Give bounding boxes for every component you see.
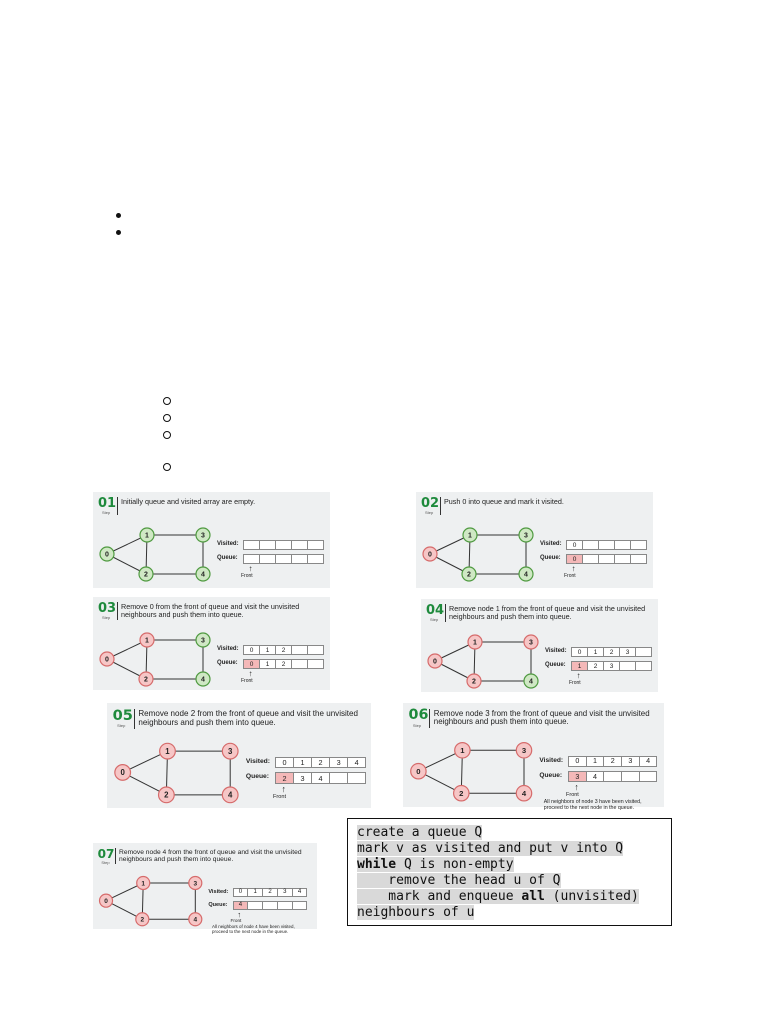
graph-node-4 <box>519 567 533 581</box>
visited-array <box>568 756 656 767</box>
visited-label: Visited: <box>217 541 239 547</box>
visited-cell <box>259 540 276 550</box>
graph-node-2 <box>462 567 476 581</box>
queue-cell: 2 <box>587 661 604 671</box>
graph-node-0 <box>100 894 113 907</box>
graph-node-3 <box>222 743 238 759</box>
front-arrow: ↑ <box>248 669 253 678</box>
code-keyword-all: all <box>521 889 545 904</box>
step-label: Step <box>430 617 439 622</box>
queue-array <box>275 772 365 783</box>
step-label: Step <box>412 722 422 728</box>
step-note: All neighbors of node 4 have been visited, proceed to the next node in the queue. <box>212 923 295 935</box>
graph-node-label: 3 <box>524 532 528 540</box>
graph-node-2 <box>159 787 175 803</box>
step-note: All neighbors of node 3 have been visited, proceed to the next node in the queue. <box>543 798 642 812</box>
visited-cell: 1 <box>247 888 263 897</box>
step-number: 05 <box>112 707 133 725</box>
visited-label: Visited: <box>217 646 239 652</box>
graph-node-label: 4 <box>529 678 533 686</box>
graph-node-label: 2 <box>459 788 464 798</box>
step-label: Step <box>425 510 434 515</box>
visited-array <box>571 647 651 657</box>
graph-node-1 <box>140 633 154 647</box>
step-number: 06 <box>408 707 429 724</box>
front-label: Front <box>566 792 579 799</box>
graph-node-3 <box>519 528 533 542</box>
graph-node-label: 3 <box>521 746 527 756</box>
graph-node-label: 4 <box>193 916 198 924</box>
graph-node-label: 1 <box>165 746 170 756</box>
step-description: Push 0 into queue and mark it visited. <box>444 497 564 506</box>
visited-label: Visited: <box>540 541 562 547</box>
visited-cell: 3 <box>621 756 640 767</box>
step-number: 02 <box>421 496 440 511</box>
graph-node-4 <box>196 567 210 581</box>
visited-label: Visited: <box>545 648 567 654</box>
queue-cell <box>619 661 636 671</box>
step-description: Remove node 4 from the front of queue and visit the unvisited neighbours and push them into queue. <box>119 848 302 863</box>
graph-node-3 <box>189 876 202 889</box>
queue-cell: 1 <box>571 661 588 671</box>
graph-node-label: 1 <box>460 746 465 756</box>
code-line-6: neighbours of u <box>357 905 475 920</box>
code-line-5 <box>357 889 639 904</box>
visited-cell: 2 <box>275 645 292 655</box>
queue-cell <box>635 661 652 671</box>
queue-label: Queue: <box>217 555 238 561</box>
visited-cell: 3 <box>277 888 293 897</box>
visited-cell: 2 <box>603 647 620 657</box>
graph-node-1 <box>455 743 470 758</box>
step-panel-03 <box>93 597 330 690</box>
graph-node-2 <box>139 567 153 581</box>
code-line-5-a: mark and enqueue <box>357 889 522 904</box>
visited-label: Visited: <box>208 888 229 895</box>
visited-cell <box>598 540 615 550</box>
graph-node-label: 2 <box>144 676 148 684</box>
front-label: Front <box>564 573 576 579</box>
step-description: Remove 0 from the front of queue and visit the unvisited neighbours and push them into queue. <box>121 602 300 619</box>
graph-node-label: 2 <box>467 571 471 579</box>
visited-label: Visited: <box>539 756 564 764</box>
graph-node-label: 1 <box>141 880 146 888</box>
visited-cell: 1 <box>259 645 276 655</box>
front-arrow: ↑ <box>237 909 242 919</box>
visited-cell <box>614 540 631 550</box>
code-line-2: mark v as visited and put v into Q <box>357 841 624 856</box>
graph-node-1 <box>463 528 477 542</box>
queue-cell <box>598 554 615 564</box>
queue-cell <box>262 901 278 910</box>
queue-cell: 3 <box>293 772 312 783</box>
code-line-3 <box>357 857 514 872</box>
queue-cell: 2 <box>275 659 292 669</box>
bullet-2 <box>116 230 121 235</box>
visited-cell: 0 <box>571 647 588 657</box>
queue-array <box>571 661 651 671</box>
graph-node-2 <box>139 672 153 686</box>
queue-label: Queue: <box>539 772 563 780</box>
visited-cell: 0 <box>233 888 249 897</box>
graph-node-label: 1 <box>473 639 477 647</box>
visited-cell <box>307 540 324 550</box>
queue-cell <box>291 659 308 669</box>
visited-cell: 0 <box>568 756 587 767</box>
step-description: Remove node 2 from the front of queue and visit the unvisited neighbours and push them into queue. <box>138 708 358 727</box>
graph-node-4 <box>516 786 531 801</box>
graph-node-label: 1 <box>468 532 472 540</box>
visited-cell: 0 <box>566 540 583 550</box>
graph-node-label: 4 <box>524 571 528 579</box>
graph-node-label: 0 <box>104 897 108 905</box>
graph-node-1 <box>137 876 150 889</box>
step-panel-07 <box>93 843 317 935</box>
visited-cell <box>630 540 647 550</box>
step-label: Step <box>102 615 111 620</box>
queue-cell <box>630 554 647 564</box>
queue-array <box>566 554 646 564</box>
graph-node-label: 4 <box>228 790 233 800</box>
visited-cell <box>243 540 260 550</box>
graph-node-3 <box>196 633 210 647</box>
queue-cell <box>277 901 293 910</box>
visited-cell <box>635 647 652 657</box>
step-description: Remove node 3 from the front of queue and visit the unvisited neighbours and push them into queue. <box>433 708 650 727</box>
graph-node-0 <box>428 654 442 668</box>
queue-cell: 3 <box>568 771 587 782</box>
graph-node-0 <box>411 764 426 779</box>
graph-node-label: 3 <box>201 637 205 645</box>
queue-array <box>568 771 656 782</box>
queue-cell: 4 <box>233 901 249 910</box>
visited-cell: 4 <box>639 756 658 767</box>
sub-bullet-1 <box>163 397 171 405</box>
code-keyword-while: while <box>357 857 397 872</box>
graph-node-1 <box>160 743 176 759</box>
sub-bullet-2 <box>163 414 171 422</box>
graph-node-label: 1 <box>145 532 149 540</box>
graph-node-label: 3 <box>201 532 205 540</box>
graph-node-label: 0 <box>428 551 432 559</box>
graph-node-label: 2 <box>472 678 476 686</box>
graph-node-label: 2 <box>140 916 145 924</box>
step-description: Remove node 1 from the front of queue and visit the unvisited neighbours and push them into queue. <box>449 604 646 621</box>
graph-node-4 <box>189 913 202 926</box>
step-number: 03 <box>98 601 117 616</box>
visited-array <box>243 645 323 655</box>
visited-cell: 1 <box>587 647 604 657</box>
graph <box>93 843 317 929</box>
queue-cell <box>307 659 324 669</box>
front-arrow: ↑ <box>571 564 576 573</box>
front-arrow: ↑ <box>574 782 579 793</box>
front-arrow: ↑ <box>281 783 286 794</box>
graph-node-label: 4 <box>201 676 205 684</box>
queue-label: Queue: <box>540 555 561 561</box>
queue-cell: 2 <box>275 772 294 783</box>
step-panel-01 <box>93 492 330 588</box>
step-panel-06 <box>403 703 664 812</box>
graph-node-label: 3 <box>529 639 533 647</box>
graph-node-1 <box>468 635 482 649</box>
step-number: 01 <box>98 496 117 511</box>
graph-node-2 <box>454 786 469 801</box>
front-arrow: ↑ <box>248 564 253 573</box>
pseudocode-box <box>347 818 672 926</box>
queue-label: Queue: <box>217 660 238 666</box>
code-line-5-b: (unvisited) <box>544 889 639 904</box>
visited-cell: 1 <box>586 756 605 767</box>
graph-node-label: 3 <box>228 746 233 756</box>
queue-label: Queue: <box>545 662 566 668</box>
visited-array <box>566 540 646 550</box>
queue-array <box>243 659 323 669</box>
visited-cell: 3 <box>329 757 348 768</box>
step-panel-05 <box>107 703 371 808</box>
graph-node-label: 0 <box>433 658 437 666</box>
queue-cell <box>307 554 324 564</box>
queue-cell: 0 <box>566 554 583 564</box>
graph-node-0 <box>115 765 131 781</box>
step-panel-02 <box>416 492 653 588</box>
graph-node-0 <box>100 652 114 666</box>
graph-node-label: 0 <box>105 656 109 664</box>
queue-cell <box>292 901 308 910</box>
queue-cell <box>275 554 292 564</box>
front-arrow: ↑ <box>576 671 581 680</box>
bullet-1 <box>116 213 121 218</box>
visited-array <box>275 757 365 768</box>
sub-bullet-4 <box>163 463 171 471</box>
graph <box>421 599 658 692</box>
front-label: Front <box>241 678 253 684</box>
visited-cell: 0 <box>243 645 260 655</box>
visited-cell: 1 <box>293 757 312 768</box>
queue-cell <box>582 554 599 564</box>
step-number: 04 <box>426 603 445 618</box>
graph-node-3 <box>196 528 210 542</box>
graph <box>93 597 330 690</box>
visited-cell <box>291 540 308 550</box>
visited-cell: 4 <box>347 757 366 768</box>
graph-node-4 <box>524 674 538 688</box>
queue-cell <box>347 772 366 783</box>
graph-node-3 <box>516 743 531 758</box>
graph-node-4 <box>196 672 210 686</box>
visited-cell: 0 <box>275 757 294 768</box>
front-label: Front <box>230 918 242 924</box>
queue-label: Queue: <box>208 901 228 908</box>
visited-cell: 2 <box>311 757 330 768</box>
visited-array <box>233 888 307 897</box>
visited-cell <box>582 540 599 550</box>
step-panel-04 <box>421 599 658 692</box>
queue-cell <box>639 771 658 782</box>
graph-node-label: 0 <box>120 768 125 778</box>
graph-node-2 <box>467 674 481 688</box>
step-label: Step <box>102 510 111 515</box>
graph-node-label: 1 <box>145 637 149 645</box>
graph-node-label: 0 <box>105 551 109 559</box>
visited-cell: 2 <box>603 756 622 767</box>
graph-node-label: 3 <box>193 880 198 888</box>
queue-cell <box>614 554 631 564</box>
queue-cell: 3 <box>603 661 620 671</box>
graph-node-4 <box>222 787 238 803</box>
graph-node-label: 2 <box>164 790 169 800</box>
queue-cell <box>243 554 260 564</box>
sub-bullet-3 <box>163 431 171 439</box>
visited-label: Visited: <box>245 757 271 765</box>
visited-cell <box>307 645 324 655</box>
graph-node-0 <box>100 547 114 561</box>
queue-cell <box>247 901 263 910</box>
queue-cell <box>291 554 308 564</box>
queue-cell: 4 <box>586 771 605 782</box>
queue-label: Queue: <box>245 773 270 781</box>
visited-cell: 4 <box>292 888 308 897</box>
visited-cell: 2 <box>262 888 278 897</box>
queue-cell <box>329 772 348 783</box>
step-label: Step <box>101 859 110 865</box>
front-label: Front <box>241 573 253 579</box>
queue-cell: 0 <box>243 659 260 669</box>
graph-node-3 <box>524 635 538 649</box>
step-label: Step <box>117 723 126 729</box>
graph-node-label: 4 <box>521 788 527 798</box>
graph-node-label: 0 <box>416 766 421 776</box>
graph-node-0 <box>423 547 437 561</box>
graph-node-label: 2 <box>144 571 148 579</box>
queue-array <box>243 554 323 564</box>
graph-node-2 <box>136 913 149 926</box>
graph-node-1 <box>140 528 154 542</box>
front-label: Front <box>569 680 581 686</box>
step-description: Initially queue and visited array are empty. <box>121 497 256 506</box>
visited-cell <box>275 540 292 550</box>
visited-array <box>243 540 323 550</box>
queue-cell <box>603 771 622 782</box>
queue-cell <box>621 771 640 782</box>
front-label: Front <box>273 793 287 800</box>
step-number: 07 <box>97 846 115 861</box>
code-line-3-rest: Q is non-empty <box>396 857 514 872</box>
graph-node-label: 4 <box>201 571 205 579</box>
visited-cell: 3 <box>619 647 636 657</box>
queue-cell <box>259 554 276 564</box>
graph <box>107 703 371 808</box>
code-line-1: create a queue Q <box>357 825 483 840</box>
visited-cell <box>291 645 308 655</box>
code-line-4: remove the head u of Q <box>357 873 561 888</box>
queue-array <box>233 901 307 910</box>
queue-cell: 4 <box>311 772 330 783</box>
queue-cell: 1 <box>259 659 276 669</box>
